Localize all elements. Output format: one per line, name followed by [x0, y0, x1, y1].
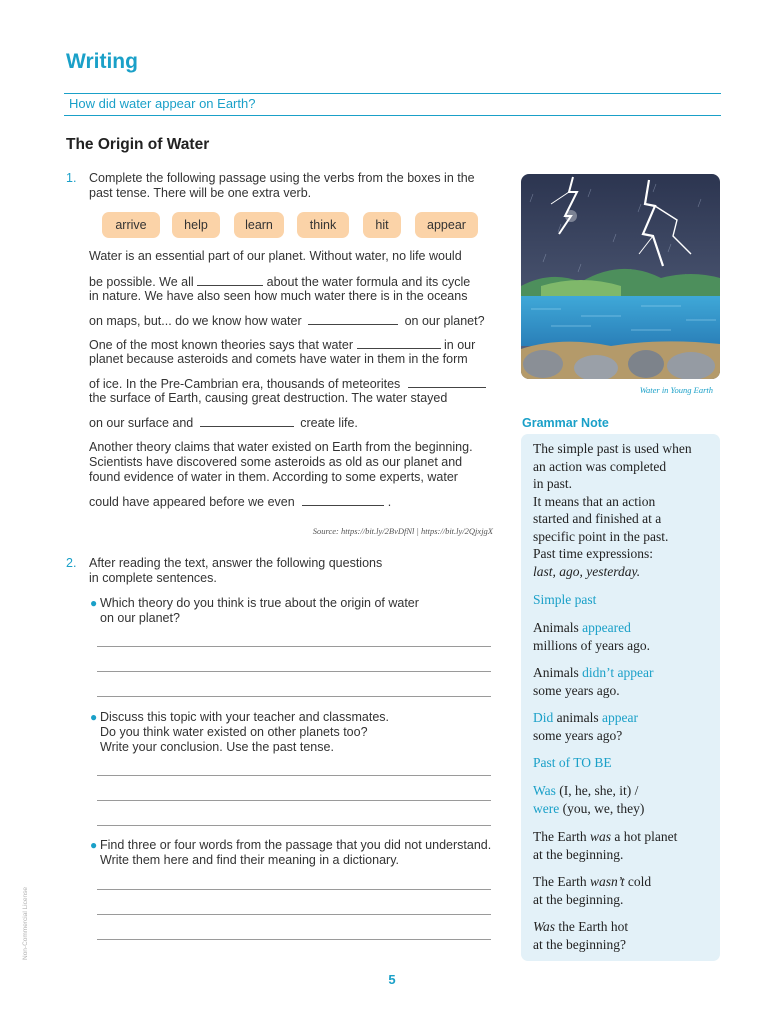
fill-blank-2[interactable] — [308, 313, 398, 325]
grammar-line: The simple past is used when — [533, 441, 692, 456]
grammar-intro — [533, 440, 715, 580]
passage-line: found evidence of water in them. According to some experts, water — [89, 470, 458, 484]
example-verb: wasn’t — [589, 874, 625, 889]
grammar-line: started and finished at a — [533, 511, 662, 526]
grammar-example-2 — [533, 664, 715, 699]
to-be-forms — [533, 782, 715, 817]
instruction-line: Complete the following passage using the verbs from the boxes in the — [89, 171, 475, 185]
answer-line[interactable] — [97, 939, 491, 940]
passage-line — [89, 274, 493, 290]
exercise-2-number: 2. — [66, 556, 77, 570]
passage-line: Another theory claims that water existed on Earth from the beginning. — [89, 440, 473, 454]
grammar-line: an action was completed — [533, 458, 667, 474]
grammar-note-title: Grammar Note — [522, 416, 609, 430]
grammar-line: Past time expressions: — [533, 546, 653, 561]
passage-line: the surface of Earth, causing great destruction. The water stayed — [89, 391, 448, 405]
question-top-rule — [64, 93, 721, 94]
instruction-line: past tense. There will be one extra verb. — [89, 186, 312, 200]
grammar-expressions: last, ago, yesterday. — [533, 563, 641, 579]
answer-line[interactable] — [97, 825, 491, 826]
grammar-line: specific point in the past. — [533, 528, 669, 544]
fill-blank-3[interactable] — [357, 337, 441, 349]
answer-line[interactable] — [97, 889, 491, 890]
grammar-example-6 — [533, 918, 715, 953]
bullet-line: Write your conclusion. Use the past tense. — [100, 740, 334, 754]
passage-text: on our surface and — [89, 416, 194, 430]
passage-text: create life. — [300, 416, 358, 430]
passage-text: could have appeared before we even — [89, 495, 295, 509]
source-citation: Source: https://bit.ly/2BvDfNl | https://bit.ly/2QjxjgX — [312, 526, 493, 536]
passage-text: on maps, but... do we know how water — [89, 314, 302, 328]
bullet-line: Find three or four words from the passage that you did not understand. — [100, 838, 492, 852]
example-text: Animals — [533, 620, 583, 635]
bullet-line: Discuss this topic with your teacher and classmates. — [100, 710, 390, 724]
simple-past-heading: Simple past — [533, 592, 597, 607]
verb-box-think: think — [297, 212, 349, 238]
example-verb: appear — [602, 710, 638, 725]
verb-box-help: help — [172, 212, 220, 238]
verb-box-hit: hit — [363, 212, 401, 238]
fill-blank-1[interactable] — [197, 274, 263, 286]
question-banner: How did water appear on Earth? — [69, 96, 256, 111]
example-text: animals — [553, 710, 602, 725]
example-verb: appeared — [582, 620, 631, 635]
example-text: some years ago? — [533, 727, 623, 743]
instruction-line: in complete sentences. — [89, 571, 217, 585]
question-bottom-rule — [64, 115, 721, 116]
example-text: (you, we, they) — [559, 800, 645, 816]
example-text: (I, he, she, it) / — [555, 783, 639, 798]
past-of-to-be-heading: Past of TO BE — [533, 755, 612, 770]
bullet-dot-icon: ● — [90, 838, 98, 852]
grammar-example-4 — [533, 828, 715, 863]
example-verb: were — [533, 800, 560, 816]
example-text: Animals — [533, 665, 583, 680]
passage-text: about the water formula and its cycle — [266, 275, 471, 289]
verb-box-appear: appear — [415, 212, 478, 238]
example-verb: was — [589, 829, 611, 844]
example-text: some years ago. — [533, 682, 620, 698]
storm-landscape-illustration — [521, 174, 720, 379]
passage-text: of ice. In the Pre-Cambrian era, thousands of meteorites — [89, 377, 401, 391]
example-text: at the beginning. — [533, 891, 624, 907]
example-text: The Earth — [533, 874, 590, 889]
page-number: 5 — [388, 972, 396, 987]
bullet-question-3 — [90, 838, 492, 868]
bullet-dot-icon: ● — [90, 596, 98, 610]
bullet-line: Do you think water existed on other planets too? — [100, 725, 368, 739]
passage-line: Water is an essential part of our planet. Without water, no life would — [89, 249, 462, 263]
fill-blank-6[interactable] — [302, 494, 384, 506]
example-verb: didn’t appear — [582, 665, 654, 680]
exercise-2-instruction — [89, 556, 382, 586]
verb-box-learn: learn — [234, 212, 284, 238]
passage-text: be possible. We all — [89, 275, 194, 289]
subheading: The Origin of Water — [66, 136, 210, 153]
example-text: at the beginning? — [533, 936, 626, 952]
example-text: millions of years ago. — [533, 637, 650, 653]
exercise-1-number: 1. — [66, 171, 77, 185]
fill-blank-4[interactable] — [408, 376, 486, 388]
fill-blank-5[interactable] — [200, 415, 294, 427]
verb-box-arrive: arrive — [102, 212, 160, 238]
passage-line: planet because asteroids and comets have water in them in the form — [89, 352, 468, 366]
passage-line — [89, 313, 493, 329]
passage-text: One of the most known theories says that water — [89, 338, 354, 352]
example-text: at the beginning. — [533, 846, 624, 862]
bullet-question-2 — [90, 710, 390, 755]
passage-line — [89, 494, 493, 510]
example-text: cold — [624, 874, 652, 889]
bullet-line: Which theory do you think is true about the origin of water — [100, 596, 419, 610]
passage-text: in our — [444, 338, 476, 352]
grammar-example-1 — [533, 619, 715, 654]
bullet-line: on our planet? — [100, 611, 180, 625]
storm-scene-svg — [521, 174, 720, 379]
passage-line — [89, 415, 493, 431]
answer-line[interactable] — [97, 671, 491, 672]
grammar-example-3 — [533, 709, 715, 744]
passage-line: Scientists have discovered some asteroids as old as our planet and — [89, 455, 463, 469]
bullet-dot-icon: ● — [90, 710, 98, 724]
grammar-line: in past. — [533, 476, 572, 491]
passage-line — [89, 337, 493, 353]
bullet-line: Write them here and find their meaning in a dictionary. — [100, 853, 399, 867]
image-caption: Water in Young Earth — [639, 385, 713, 395]
example-text: the Earth hot — [555, 919, 629, 934]
grammar-example-5 — [533, 873, 715, 908]
example-verb: Was — [533, 783, 556, 798]
section-title: Writing — [66, 50, 138, 73]
example-verb: Did — [533, 710, 554, 725]
passage-text: on our planet? — [404, 314, 485, 328]
license-text: Non-Commercial License — [22, 887, 29, 960]
answer-line[interactable] — [97, 775, 491, 776]
example-text: a hot planet — [611, 829, 678, 844]
passage-line — [89, 376, 493, 392]
exercise-1-instruction — [89, 171, 475, 201]
answer-line[interactable] — [97, 646, 491, 647]
passage-text: . — [387, 495, 392, 509]
passage-line: in nature. We have also seen how much water there is in the oceans — [89, 289, 468, 303]
answer-line[interactable] — [97, 914, 491, 915]
bullet-question-1 — [90, 596, 419, 626]
example-text: The Earth — [533, 829, 590, 844]
answer-line[interactable] — [97, 800, 491, 801]
answer-line[interactable] — [97, 696, 491, 697]
instruction-line: After reading the text, answer the following questions — [89, 556, 383, 570]
grammar-line: It means that an action — [533, 493, 656, 509]
example-verb: Was — [533, 919, 556, 934]
